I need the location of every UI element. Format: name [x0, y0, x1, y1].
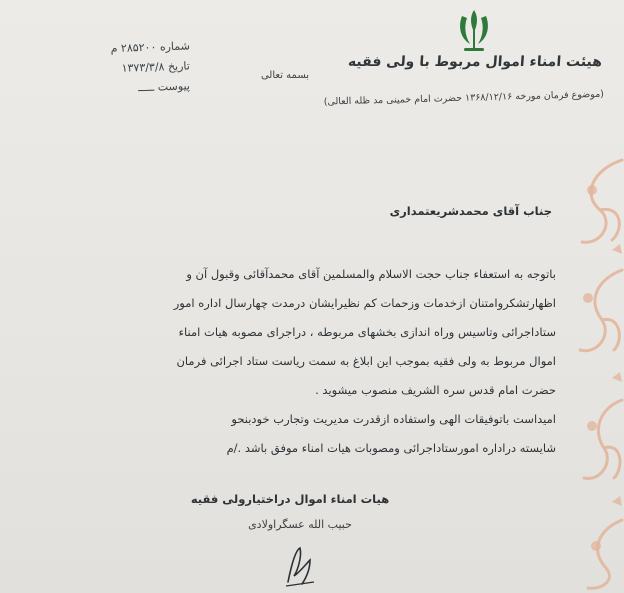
letter-number: شماره ۲۸۵۲۰۰ م	[110, 39, 191, 56]
decorative-arabesque-border	[552, 150, 624, 593]
letter-body	[70, 260, 556, 463]
signatory-organization: هیات امناء اموال دراختیارولی فقیه	[190, 492, 390, 506]
body-line: ستاداجرائی وتاسیس وراه اندازی بخشهای مربوطه ، دراجرای مصوبه هیات امناء	[178, 325, 556, 339]
handwritten-signature-icon	[280, 542, 320, 588]
subject-line: (موضوع فرمان مورخه ۱۳۶۸/۱۲/۱۶ حضرت امام خمینی مد ظله العالی)	[323, 88, 605, 108]
body-line: شایسته دراداره امورستاداجرائی ومصوبات هیات امناء موفق باشد ./م	[226, 441, 556, 455]
letter-date: تاریخ ۱۳۷۳/۳/۸	[121, 59, 191, 75]
body-line: حضرت امام قدس سره الشریف منصوب میشوید .	[315, 383, 556, 397]
signatory-name: حبیب الله عسگراولادی	[248, 518, 352, 531]
body-line: باتوجه به استعفاء جناب حجت الاسلام والمسلمین آقای محمدآقائی وقبول آن و	[186, 267, 556, 281]
addressee: جناب آقای محمدشریعتمداری	[389, 204, 552, 218]
body-line: اموال مربوط به ولی فقیه بموجب این ابلاغ به سمت ریاست ستاد اجرائی فرمان	[176, 354, 556, 368]
body-line: امیداست باتوفیقات الهی واستفاده ازقدرت مدیریت وتجارب خودبنحو	[231, 412, 556, 426]
letter-attachment: پیوست ـــــ	[137, 79, 191, 95]
body-line: اظهارتشکروامتنان ازخدمات وزحمات کم نظیرایشان درمدت چهارسال اداره امور	[173, 296, 556, 310]
letter-metadata	[40, 39, 191, 102]
iran-emblem-icon	[452, 6, 496, 56]
basmala: بسمه تعالی	[260, 70, 310, 81]
organization-name: هیئت امناء اموال مربوط با ولی فقیه	[347, 54, 603, 70]
